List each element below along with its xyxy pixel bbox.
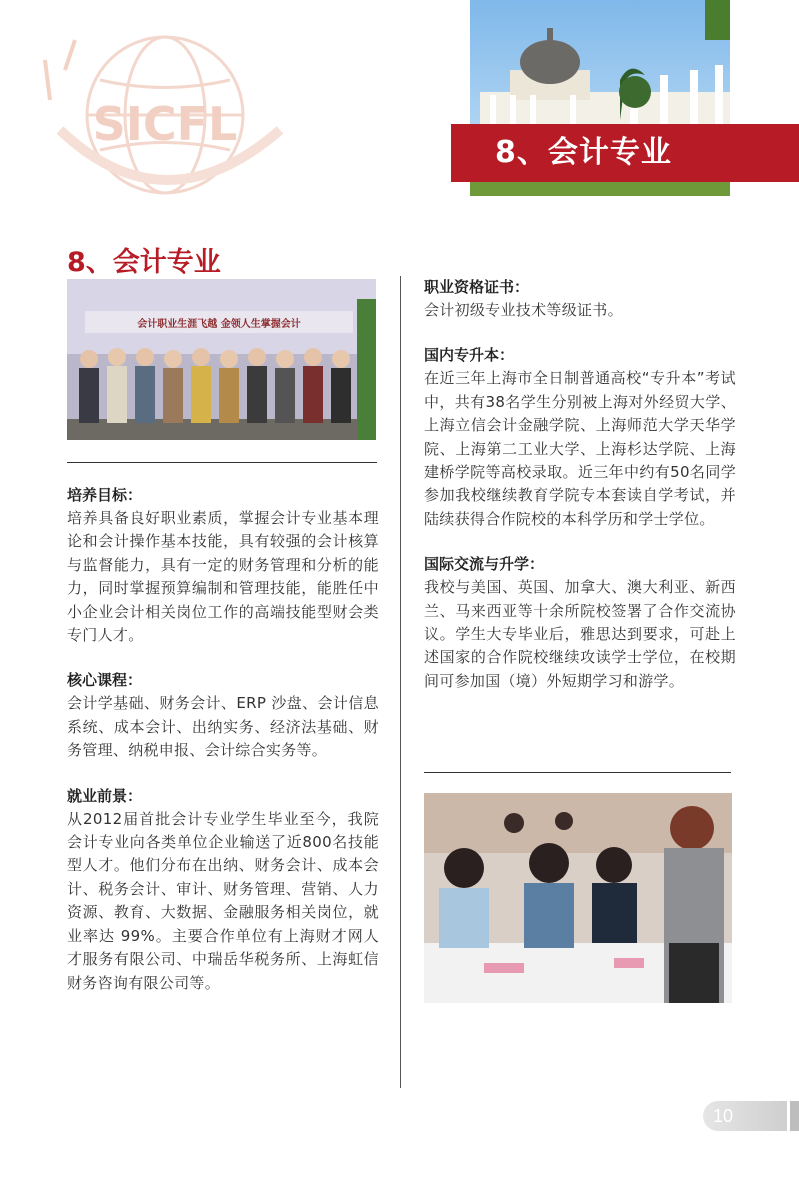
section-body: 我校与美国、英国、加拿大、澳大利亚、新西兰、马来西亚等十余所院校签署了合作交流协议。学生大专毕业后，雅思达到要求，可赴上述国家的合作院校继续攻读学士学位，在校期间可参加国（境）外短期学习和游学。	[424, 578, 736, 690]
header-banner: 8、会计专业	[451, 124, 799, 182]
section-title: 国内专升本：	[424, 346, 515, 365]
section-title: 就业前景：	[67, 786, 143, 805]
svg-text:SICFL: SICFL	[92, 97, 238, 151]
page-number: 10	[713, 1106, 734, 1126]
section-body: 会计初级专业技术等级证书。	[424, 301, 623, 319]
section-title: 核心课程：	[67, 671, 143, 690]
left-divider	[67, 462, 377, 463]
right-divider	[424, 772, 731, 773]
section-body: 会计学基础、财务会计、ERP 沙盘、会计信息系统、成本会计、出纳实务、经济法基础、财务管理、纳税申报、会计综合实务等。	[67, 694, 379, 760]
section-core-courses	[67, 669, 379, 762]
section-body: 培养具备良好职业素质，掌握会计专业基本理论和会计操作基本技能，具有较强的会计核算与监督能力，具有一定的财务管理和分析的能力，同时掌握预算编制和管理技能，能胜任中小企业会计相关岗位工作的高端技能型财会类专门人才。	[67, 509, 379, 645]
group-photo	[67, 279, 376, 440]
section-international	[424, 553, 736, 693]
school-logo-watermark	[40, 0, 300, 220]
section-body: 在近三年上海市全日制普通高校“专升本”考试中，共有38名学生分别被上海对外经贸大学、上海立信会计金融学院、上海师范大学天华学院、上海第二工业大学、上海杉达学院、上海建桥学院等高校录取。近三年中约有50名同学参加我校继续教育学院专本套读自学考试，并陆续获得合作院校的本科学历和学士学位。	[424, 369, 736, 528]
banner-slogan: 会计职业生涯飞越 金领人生掌握会计	[137, 319, 301, 330]
page-title: 8、会计专业	[67, 247, 221, 278]
column-divider	[400, 276, 401, 1088]
classroom-photo	[424, 793, 732, 1003]
section-title: 职业资格证书：	[424, 278, 530, 296]
section-body: 从2012届首批会计专业学生毕业至今，我院会计专业向各类单位企业输送了近800名技能型人才。他们分布在出纳、财务会计、成本会计、税务会计、审计、财务管理、营销、人力资源、教育、大数据、金融服务相关岗位，就业率达 99%。主要合作单位有上海财才网人才服务有限公司、中瑞岳华税务所、上海虹信财务咨询有限公司等。	[67, 809, 379, 992]
section-employment	[67, 785, 379, 995]
section-upgrade	[424, 344, 736, 531]
section-certificate	[424, 276, 736, 322]
section-title: 培养目标：	[67, 486, 143, 504]
section-title: 国际交流与升学：	[424, 555, 545, 574]
section-training-goal	[67, 484, 379, 647]
page-edge-tab	[790, 1101, 799, 1131]
left-column	[67, 484, 379, 1017]
right-column	[424, 276, 736, 715]
